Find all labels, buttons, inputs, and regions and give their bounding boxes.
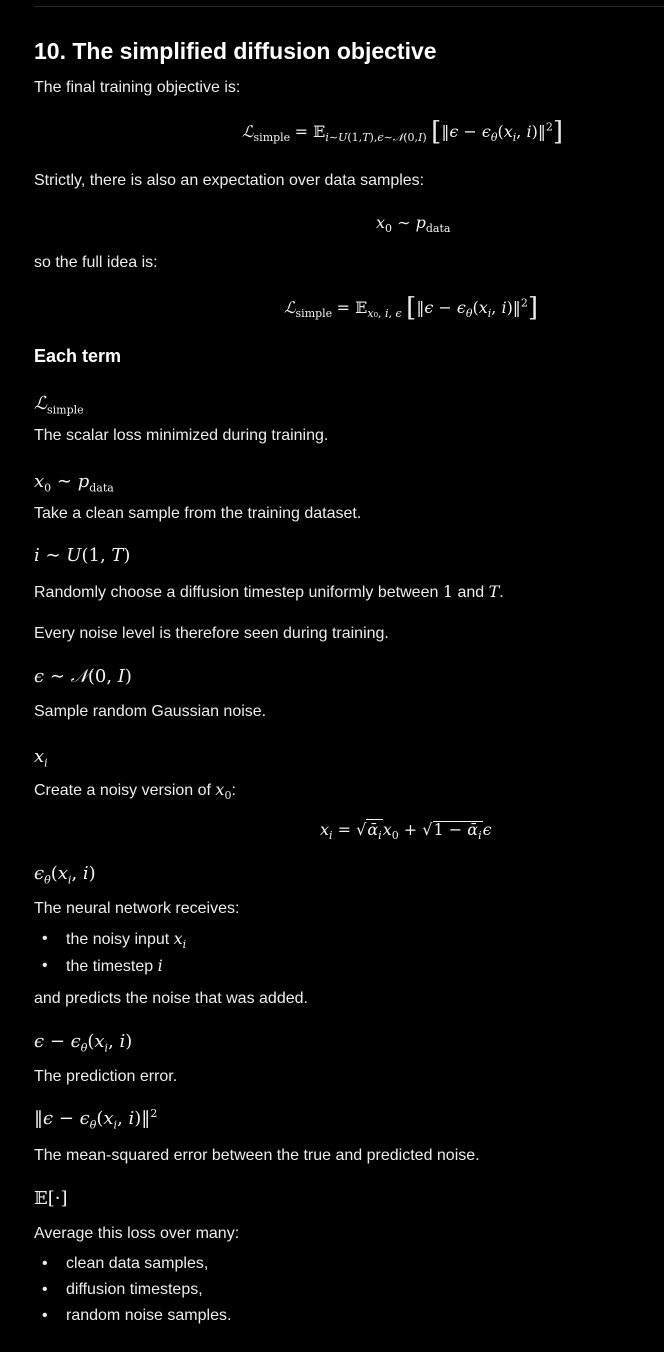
network-desc: The neural network receives: (34, 900, 240, 917)
list-item: • clean data samples, (34, 1251, 231, 1277)
mse-desc: The mean-squared error between the true and predicted noise. (34, 1147, 480, 1164)
list-item: • random noise samples. (34, 1303, 231, 1329)
strictly-text: Strictly, there is also an expectation over data samples: (34, 172, 425, 189)
term-lsimple: ℒ$_{simple}$ (34, 393, 84, 417)
intro-text: The final training objective is: (34, 79, 241, 96)
term-eps: ϵ ∼ 𝒩(0, I) (34, 666, 132, 687)
avg-list (34, 1251, 231, 1329)
list-item: • the timestep i (34, 953, 186, 980)
term-i-desc: Randomly choose a diffusion timestep uniformly between 1 and T. (34, 582, 504, 601)
term-i: i ∼ U(1, T) (34, 545, 131, 566)
each-term-heading: Each term (34, 346, 122, 366)
term-eps-theta: $\epsilon_\theta(x_i$, i) (34, 863, 96, 887)
term-xi-desc: Create a noisy version of $x_0$: (34, 780, 236, 803)
equation-full-objective: ℒ$_{simple}$ = 𝔼$_{x_0, i, \epsilon}$ [‖ϵ − $\epsilon_\theta(x_i$, i)‖$^2$] (284, 293, 538, 323)
predicts-text: and predicts the noise that was added. (34, 990, 308, 1007)
equation-objective: ℒ$_{simple}$ = 𝔼$_{i\sim U(1,T),\epsilon\sim 𝒩(0,I)}$ [‖ϵ − $\epsilon_\theta(x_i$, i)‖$^2$] (242, 117, 563, 147)
top-divider (34, 6, 664, 7)
equation-xi: $x_i$ = $√ᾱ_ix_0 + √1$ − ᾱ$_i$ϵ (320, 820, 492, 843)
term-expectation: 𝔼[·] (34, 1188, 68, 1209)
term-x0: $x_0$ ∼ $p_{data}$ (34, 471, 114, 495)
list-item: • the noisy input $x_i$ (34, 926, 186, 953)
pred-error-desc: The prediction error. (34, 1068, 178, 1085)
equation-x0-pdata: $x_0$ ∼ $p_{data}$ (376, 213, 451, 236)
term-x0-desc: Take a clean sample from the training dataset. (34, 505, 362, 522)
avg-desc: Average this loss over many: (34, 1225, 240, 1242)
term-lsimple-desc: The scalar loss minimized during training. (34, 427, 329, 444)
term-xi: $x_i$ (34, 746, 48, 770)
so-full-text: so the full idea is: (34, 254, 158, 271)
list-item: • diffusion timesteps, (34, 1277, 231, 1303)
network-inputs-list (34, 926, 186, 980)
section-title: 10. The simplified diffusion objective (34, 38, 437, 64)
every-noise-text: Every noise level is therefore seen during training. (34, 625, 389, 642)
term-pred-error: $\epsilon - \epsilon_\theta(x_i$, i) (34, 1031, 133, 1055)
term-eps-desc: Sample random Gaussian noise. (34, 703, 267, 720)
term-mse: ‖ϵ − $\epsilon_\theta(x_i$, i)‖$^2$ (34, 1107, 158, 1132)
